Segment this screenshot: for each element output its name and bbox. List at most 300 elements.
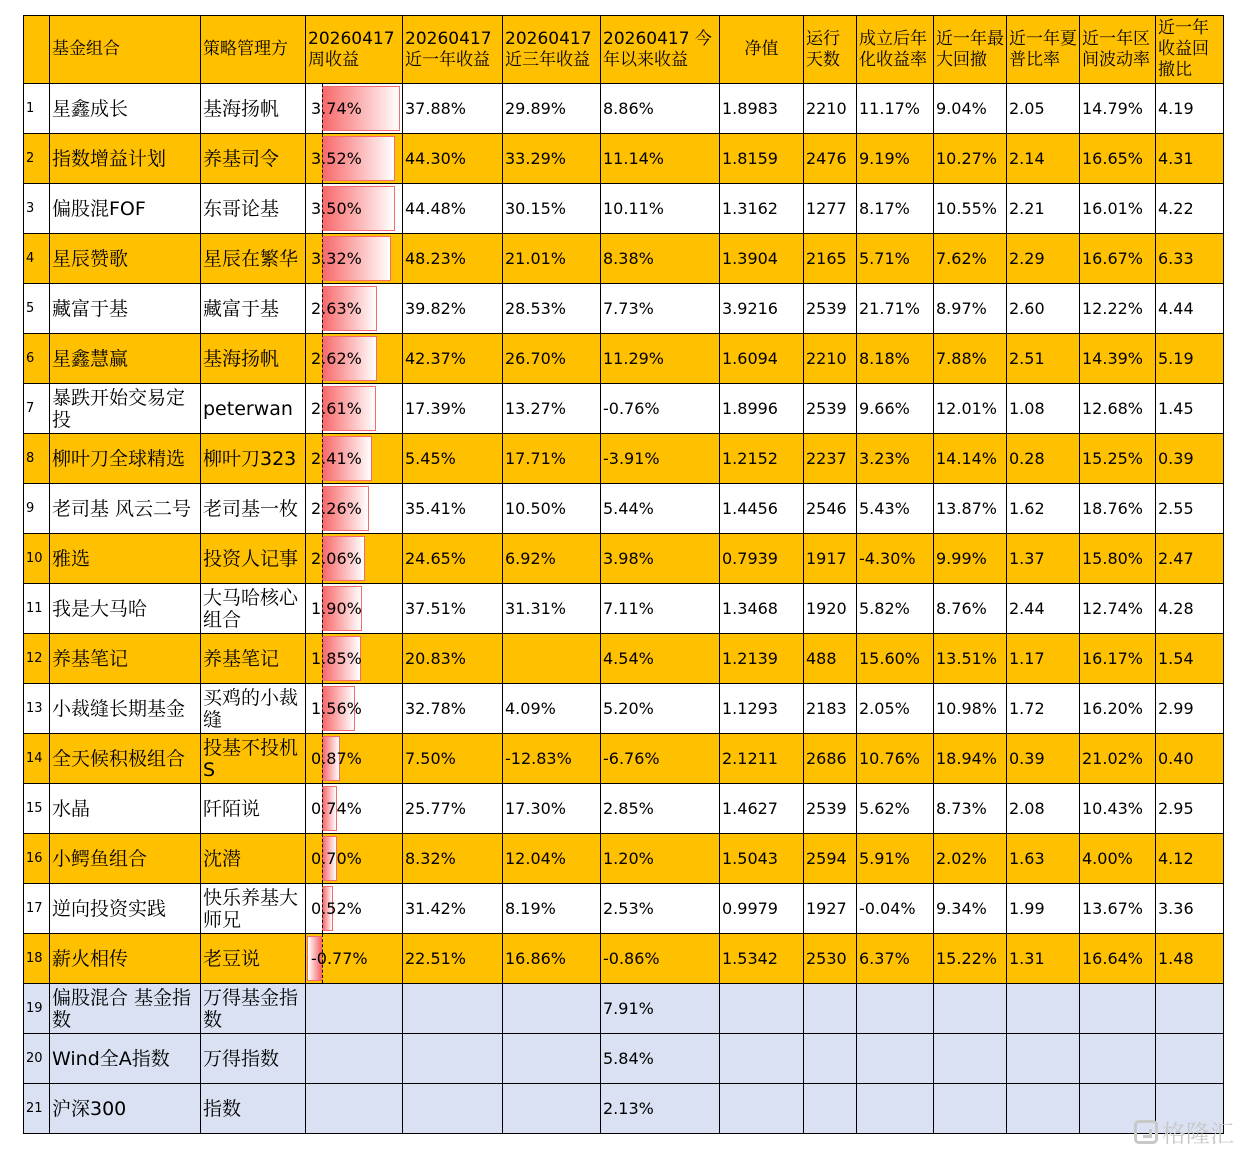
cell-vol: 12.68% — [1080, 384, 1156, 434]
cell-idx: 19 — [24, 984, 50, 1034]
cell-name: 薪火相传 — [50, 934, 201, 984]
cell-mdd: 7.62% — [934, 234, 1007, 284]
cell-y3: 33.29% — [503, 134, 601, 184]
cell-mdd: 10.55% — [934, 184, 1007, 234]
table-row — [24, 784, 1224, 834]
cell-vol: 10.43% — [1080, 784, 1156, 834]
cell-weekly — [306, 634, 403, 684]
cell-sharpe: 0.39 — [1007, 734, 1080, 784]
weekly-return-value: 2.62% — [311, 348, 362, 368]
table-row — [24, 284, 1224, 334]
header-row — [24, 16, 1224, 84]
cell-calmar: 2.99 — [1156, 684, 1224, 734]
cell-mgr: 指数 — [201, 1084, 306, 1134]
cell-weekly — [306, 384, 403, 434]
cell-y3: 31.31% — [503, 584, 601, 634]
cell-days: 2183 — [804, 684, 857, 734]
cell-vol: 15.80% — [1080, 534, 1156, 584]
cell-days: 2165 — [804, 234, 857, 284]
cell-days: 2539 — [804, 784, 857, 834]
cell-y1: 7.50% — [403, 734, 503, 784]
cell-days: 2530 — [804, 934, 857, 984]
cell-name: 柳叶刀全球精选 — [50, 434, 201, 484]
cell-ann: -4.30% — [857, 534, 934, 584]
cell-weekly — [306, 1084, 403, 1134]
weekly-return-value: 3.50% — [311, 198, 362, 218]
cell-sharpe: 1.17 — [1007, 634, 1080, 684]
cell-vol: 16.65% — [1080, 134, 1156, 184]
cell-ann: 5.91% — [857, 834, 934, 884]
cell-idx: 3 — [24, 184, 50, 234]
cell-nav: 2.1211 — [720, 734, 804, 784]
cell-calmar: 2.95 — [1156, 784, 1224, 834]
header-ann: 成立后年化收益率 — [857, 16, 934, 84]
cell-mdd: 8.73% — [934, 784, 1007, 834]
cell-idx: 2 — [24, 134, 50, 184]
cell-weekly — [306, 934, 403, 984]
cell-name: 星鑫成长 — [50, 84, 201, 134]
cell-mdd: 9.04% — [934, 84, 1007, 134]
cell-idx: 10 — [24, 534, 50, 584]
cell-name: 水晶 — [50, 784, 201, 834]
cell-vol: 16.01% — [1080, 184, 1156, 234]
cell-mdd — [934, 984, 1007, 1034]
cell-y1: 31.42% — [403, 884, 503, 934]
weekly-return-value — [308, 1049, 311, 1068]
cell-y1: 39.82% — [403, 284, 503, 334]
cell-days: 2594 — [804, 834, 857, 884]
cell-name: 藏富于基 — [50, 284, 201, 334]
table-row — [24, 684, 1224, 734]
cell-weekly — [306, 534, 403, 584]
cell-sharpe: 2.29 — [1007, 234, 1080, 284]
cell-sharpe: 1.37 — [1007, 534, 1080, 584]
cell-mgr: 沈潜 — [201, 834, 306, 884]
cell-ytd: 2.53% — [601, 884, 720, 934]
table-row — [24, 634, 1224, 684]
table-row — [24, 734, 1224, 784]
weekly-return-value: 2.61% — [311, 398, 362, 418]
cell-ann: 8.18% — [857, 334, 934, 384]
cell-ytd: 11.14% — [601, 134, 720, 184]
cell-vol: 4.00% — [1080, 834, 1156, 884]
cell-name: 沪深300 — [50, 1084, 201, 1134]
cell-days: 2237 — [804, 434, 857, 484]
cell-y3: 26.70% — [503, 334, 601, 384]
cell-ann: 15.60% — [857, 634, 934, 684]
cell-nav: 1.8983 — [720, 84, 804, 134]
cell-mgr: 藏富于基 — [201, 284, 306, 334]
cell-y1 — [403, 1034, 503, 1084]
cell-nav: 1.2139 — [720, 634, 804, 684]
cell-sharpe: 2.44 — [1007, 584, 1080, 634]
cell-y3 — [503, 1084, 601, 1134]
cell-weekly — [306, 784, 403, 834]
cell-mgr: 柳叶刀323 — [201, 434, 306, 484]
weekly-return-value: 3.52% — [311, 148, 362, 168]
table-row — [24, 1084, 1224, 1134]
cell-ytd: 2.13% — [601, 1084, 720, 1134]
cell-sharpe — [1007, 984, 1080, 1034]
cell-nav: 1.1293 — [720, 684, 804, 734]
cell-y1: 17.39% — [403, 384, 503, 434]
cell-mgr: peterwan — [201, 384, 306, 434]
header-days: 运行天数 — [804, 16, 857, 84]
cell-sharpe: 2.14 — [1007, 134, 1080, 184]
cell-ann: 5.71% — [857, 234, 934, 284]
table-row — [24, 184, 1224, 234]
cell-mgr: 快乐养基大师兄 — [201, 884, 306, 934]
cell-mgr: 万得基金指数 — [201, 984, 306, 1034]
cell-name: 星辰赞歌 — [50, 234, 201, 284]
cell-vol — [1080, 1034, 1156, 1084]
cell-ytd: 10.11% — [601, 184, 720, 234]
header-name: 基金组合 — [50, 16, 201, 84]
cell-y1: 8.32% — [403, 834, 503, 884]
cell-idx: 16 — [24, 834, 50, 884]
table-row — [24, 434, 1224, 484]
cell-sharpe: 2.60 — [1007, 284, 1080, 334]
cell-days: 2539 — [804, 284, 857, 334]
cell-name: 偏股混FOF — [50, 184, 201, 234]
cell-nav: 1.8996 — [720, 384, 804, 434]
cell-y3: 6.92% — [503, 534, 601, 584]
cell-sharpe — [1007, 1034, 1080, 1084]
cell-weekly — [306, 484, 403, 534]
cell-days: 488 — [804, 634, 857, 684]
header-mgr: 策略管理方 — [201, 16, 306, 84]
cell-calmar: 2.55 — [1156, 484, 1224, 534]
header-idx — [24, 16, 50, 84]
cell-y3: 21.01% — [503, 234, 601, 284]
watermark — [1134, 1114, 1234, 1149]
cell-weekly — [306, 284, 403, 334]
cell-y1: 25.77% — [403, 784, 503, 834]
cell-idx: 5 — [24, 284, 50, 334]
cell-vol: 16.67% — [1080, 234, 1156, 284]
table-row — [24, 134, 1224, 184]
cell-ytd: 5.20% — [601, 684, 720, 734]
cell-nav: 0.7939 — [720, 534, 804, 584]
cell-idx: 18 — [24, 934, 50, 984]
cell-days — [804, 1084, 857, 1134]
cell-y1 — [403, 1084, 503, 1134]
cell-nav — [720, 1084, 804, 1134]
cell-y3 — [503, 1034, 601, 1084]
cell-y1: 37.88% — [403, 84, 503, 134]
cell-sharpe: 2.05 — [1007, 84, 1080, 134]
cell-calmar: 5.19 — [1156, 334, 1224, 384]
weekly-return-value: 1.90% — [311, 598, 362, 618]
weekly-return-value: -0.77% — [311, 948, 368, 968]
cell-ann: 5.62% — [857, 784, 934, 834]
weekly-return-value: 1.56% — [311, 698, 362, 718]
cell-calmar: 2.47 — [1156, 534, 1224, 584]
weekly-return-value — [308, 1099, 311, 1118]
cell-weekly — [306, 84, 403, 134]
cell-name: 偏股混合 基金指数 — [50, 984, 201, 1034]
cell-mdd: 9.34% — [934, 884, 1007, 934]
cell-y1: 5.45% — [403, 434, 503, 484]
cell-sharpe: 1.99 — [1007, 884, 1080, 934]
cell-idx: 1 — [24, 84, 50, 134]
cell-vol: 16.64% — [1080, 934, 1156, 984]
cell-y3: 17.71% — [503, 434, 601, 484]
header-y1: 20260417 近一年收益 — [403, 16, 503, 84]
cell-y3 — [503, 984, 601, 1034]
cell-idx: 7 — [24, 384, 50, 434]
cell-ann — [857, 1084, 934, 1134]
cell-ann: 10.76% — [857, 734, 934, 784]
cell-y1: 42.37% — [403, 334, 503, 384]
cell-ytd: 7.91% — [601, 984, 720, 1034]
cell-ann: 5.82% — [857, 584, 934, 634]
cell-days: 2686 — [804, 734, 857, 784]
cell-days: 1920 — [804, 584, 857, 634]
cell-mgr: 基海扬帆 — [201, 84, 306, 134]
cell-days: 2210 — [804, 334, 857, 384]
cell-vol — [1080, 984, 1156, 1034]
table-body — [24, 84, 1224, 1134]
cell-ann: 9.19% — [857, 134, 934, 184]
cell-y1: 48.23% — [403, 234, 503, 284]
cell-calmar: 1.48 — [1156, 934, 1224, 984]
cell-calmar — [1156, 984, 1224, 1034]
table-row — [24, 334, 1224, 384]
cell-y1: 24.65% — [403, 534, 503, 584]
cell-sharpe — [1007, 1084, 1080, 1134]
cell-mdd: 13.51% — [934, 634, 1007, 684]
cell-ytd: -0.86% — [601, 934, 720, 984]
cell-mdd: 2.02% — [934, 834, 1007, 884]
weekly-return-value: 1.85% — [311, 648, 362, 668]
cell-nav: 1.8159 — [720, 134, 804, 184]
cell-name: 暴跌开始交易定投 — [50, 384, 201, 434]
cell-ytd: 8.86% — [601, 84, 720, 134]
cell-mdd: 7.88% — [934, 334, 1007, 384]
cell-y3: 29.89% — [503, 84, 601, 134]
table-row — [24, 1034, 1224, 1084]
cell-mdd: 8.76% — [934, 584, 1007, 634]
weekly-return-value: 2.06% — [311, 548, 362, 568]
cell-calmar: 4.22 — [1156, 184, 1224, 234]
cell-ann: 6.37% — [857, 934, 934, 984]
cell-ytd: 3.98% — [601, 534, 720, 584]
cell-days: 1277 — [804, 184, 857, 234]
cell-nav: 1.6094 — [720, 334, 804, 384]
cell-weekly — [306, 684, 403, 734]
cell-y1: 44.30% — [403, 134, 503, 184]
header-vol: 近一年区间波动率 — [1080, 16, 1156, 84]
cell-weekly — [306, 834, 403, 884]
cell-sharpe: 2.21 — [1007, 184, 1080, 234]
cell-ytd: 7.73% — [601, 284, 720, 334]
cell-days: 2210 — [804, 84, 857, 134]
cell-ytd: 5.44% — [601, 484, 720, 534]
gelonghui-logo-icon — [1134, 1120, 1158, 1144]
cell-name: Wind全A指数 — [50, 1034, 201, 1084]
cell-calmar: 1.45 — [1156, 384, 1224, 434]
cell-y3: 4.09% — [503, 684, 601, 734]
cell-idx: 15 — [24, 784, 50, 834]
cell-calmar: 4.12 — [1156, 834, 1224, 884]
cell-mgr: 东哥论基 — [201, 184, 306, 234]
table-row — [24, 534, 1224, 584]
cell-ytd: 1.20% — [601, 834, 720, 884]
cell-days — [804, 984, 857, 1034]
cell-nav: 1.3468 — [720, 584, 804, 634]
cell-days: 2546 — [804, 484, 857, 534]
cell-name: 小裁缝长期基金 — [50, 684, 201, 734]
table-row — [24, 984, 1224, 1034]
cell-nav: 1.4456 — [720, 484, 804, 534]
table-row — [24, 234, 1224, 284]
cell-ann: 2.05% — [857, 684, 934, 734]
cell-vol: 12.74% — [1080, 584, 1156, 634]
cell-name: 全天候积极组合 — [50, 734, 201, 784]
cell-vol: 21.02% — [1080, 734, 1156, 784]
cell-vol: 13.67% — [1080, 884, 1156, 934]
cell-mgr: 买鸡的小裁缝 — [201, 684, 306, 734]
cell-calmar: 4.19 — [1156, 84, 1224, 134]
header-ytd: 20260417 今年以来收益 — [601, 16, 720, 84]
cell-idx: 12 — [24, 634, 50, 684]
cell-calmar: 3.36 — [1156, 884, 1224, 934]
cell-mgr: 星辰在繁华 — [201, 234, 306, 284]
cell-mgr: 基海扬帆 — [201, 334, 306, 384]
cell-ann: -0.04% — [857, 884, 934, 934]
cell-calmar: 0.40 — [1156, 734, 1224, 784]
cell-calmar: 4.31 — [1156, 134, 1224, 184]
cell-calmar: 0.39 — [1156, 434, 1224, 484]
cell-ytd: 5.84% — [601, 1034, 720, 1084]
cell-ytd: 2.85% — [601, 784, 720, 834]
cell-mdd: 9.99% — [934, 534, 1007, 584]
cell-weekly — [306, 234, 403, 284]
cell-sharpe: 1.08 — [1007, 384, 1080, 434]
cell-days: 1927 — [804, 884, 857, 934]
table-row — [24, 484, 1224, 534]
cell-y3: 8.19% — [503, 884, 601, 934]
table-row — [24, 884, 1224, 934]
cell-ann: 11.17% — [857, 84, 934, 134]
table-row — [24, 84, 1224, 134]
cell-vol: 16.20% — [1080, 684, 1156, 734]
weekly-return-value: 2.63% — [311, 298, 362, 318]
cell-mgr: 万得指数 — [201, 1034, 306, 1084]
cell-vol: 14.79% — [1080, 84, 1156, 134]
cell-y1: 20.83% — [403, 634, 503, 684]
header-nav: 净值 — [720, 16, 804, 84]
cell-mdd: 12.01% — [934, 384, 1007, 434]
cell-idx: 8 — [24, 434, 50, 484]
cell-y1: 35.41% — [403, 484, 503, 534]
cell-ytd: 11.29% — [601, 334, 720, 384]
cell-mgr: 养基司令 — [201, 134, 306, 184]
cell-y1: 32.78% — [403, 684, 503, 734]
cell-idx: 14 — [24, 734, 50, 784]
cell-sharpe: 1.62 — [1007, 484, 1080, 534]
cell-nav: 0.9979 — [720, 884, 804, 934]
cell-ann — [857, 984, 934, 1034]
cell-mdd — [934, 1084, 1007, 1134]
cell-nav: 1.3904 — [720, 234, 804, 284]
cell-mgr: 投基不投机S — [201, 734, 306, 784]
cell-vol: 16.17% — [1080, 634, 1156, 684]
cell-weekly — [306, 434, 403, 484]
cell-vol: 18.76% — [1080, 484, 1156, 534]
cell-mdd: 10.27% — [934, 134, 1007, 184]
cell-name: 雅选 — [50, 534, 201, 584]
cell-ann: 8.17% — [857, 184, 934, 234]
cell-ann: 5.43% — [857, 484, 934, 534]
weekly-return-value: 0.70% — [311, 848, 362, 868]
table-row — [24, 584, 1224, 634]
header-calmar: 近一年收益回撤比 — [1156, 16, 1224, 84]
cell-y3: 17.30% — [503, 784, 601, 834]
cell-ytd: 8.38% — [601, 234, 720, 284]
cell-nav: 3.9216 — [720, 284, 804, 334]
table-row — [24, 934, 1224, 984]
header-y3: 20260417 近三年收益 — [503, 16, 601, 84]
cell-nav — [720, 1034, 804, 1084]
cell-ann: 21.71% — [857, 284, 934, 334]
cell-name: 小鳄鱼组合 — [50, 834, 201, 884]
cell-sharpe: 1.31 — [1007, 934, 1080, 984]
cell-nav: 1.3162 — [720, 184, 804, 234]
cell-mgr: 老司基一枚 — [201, 484, 306, 534]
cell-sharpe: 1.72 — [1007, 684, 1080, 734]
cell-weekly — [306, 984, 403, 1034]
cell-days — [804, 1034, 857, 1084]
weekly-return-value: 0.52% — [311, 898, 362, 918]
cell-name: 指数增益计划 — [50, 134, 201, 184]
cell-weekly — [306, 1034, 403, 1084]
cell-mgr: 投资人记事 — [201, 534, 306, 584]
cell-sharpe: 0.28 — [1007, 434, 1080, 484]
cell-mdd: 14.14% — [934, 434, 1007, 484]
cell-mdd: 18.94% — [934, 734, 1007, 784]
cell-idx: 20 — [24, 1034, 50, 1084]
cell-days: 2476 — [804, 134, 857, 184]
header-sharpe: 近一年夏普比率 — [1007, 16, 1080, 84]
cell-idx: 13 — [24, 684, 50, 734]
cell-vol: 15.25% — [1080, 434, 1156, 484]
cell-idx: 6 — [24, 334, 50, 384]
weekly-return-value: 0.87% — [311, 748, 362, 768]
cell-nav: 1.5043 — [720, 834, 804, 884]
cell-y3: 12.04% — [503, 834, 601, 884]
weekly-return-value: 2.26% — [311, 498, 362, 518]
cell-ytd: -6.76% — [601, 734, 720, 784]
cell-sharpe: 2.08 — [1007, 784, 1080, 834]
cell-mgr: 阡陌说 — [201, 784, 306, 834]
cell-weekly — [306, 184, 403, 234]
cell-ytd: 7.11% — [601, 584, 720, 634]
cell-nav: 1.5342 — [720, 934, 804, 984]
cell-y1: 37.51% — [403, 584, 503, 634]
weekly-return-value: 0.74% — [311, 798, 362, 818]
cell-idx: 4 — [24, 234, 50, 284]
fund-portfolio-table — [23, 15, 1224, 1134]
cell-mgr: 老豆说 — [201, 934, 306, 984]
cell-weekly — [306, 884, 403, 934]
cell-y3: 13.27% — [503, 384, 601, 434]
cell-ann — [857, 1034, 934, 1084]
cell-calmar: 4.44 — [1156, 284, 1224, 334]
cell-days: 1917 — [804, 534, 857, 584]
cell-idx: 11 — [24, 584, 50, 634]
